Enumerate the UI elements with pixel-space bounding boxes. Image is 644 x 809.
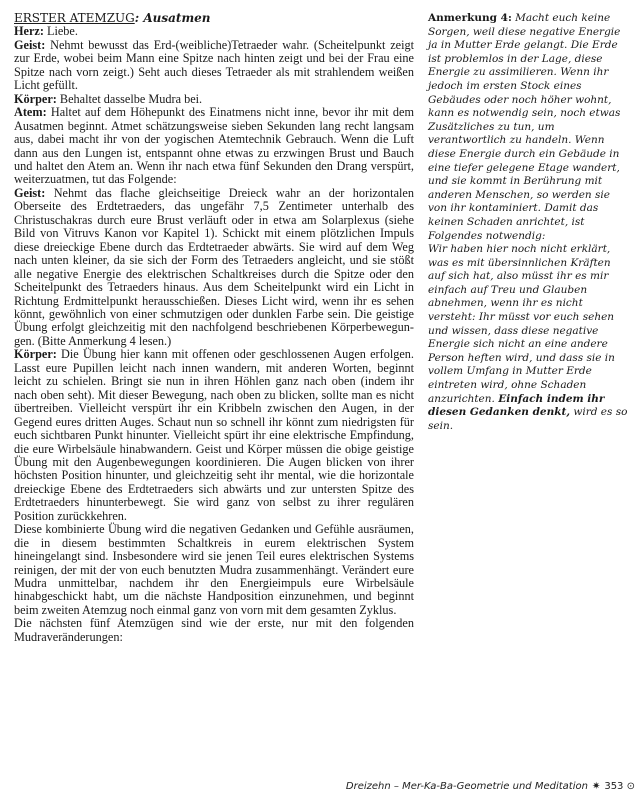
paragraph-herz <box>14 25 414 38</box>
paragraph-geist-1 <box>14 39 414 93</box>
paragraph-text: Diese kombinierte Übung wird die negativen Gedanken und Gefühle ausräumen, die in diesem bestimmten Schaltkreis in eurem elektrischen System hineingelangt sind. Insbesondere wird sie jenen Teil eures elektrischen Systems reinigen, der mit der von euch benutzten Mudra zusammenhängt. Verändert eure Mudra unmittelbar, nachdem ihr den Energieimpuls eure Wirbelsäule hinabgeschickt habt, um die nächste Handposition einzunehmen, und beginnt beim zweiten Atemzug noch einmal ganz von vorn mit dem gesamten Zyklus. <box>14 522 414 617</box>
note-text: wird es so sein. <box>428 406 628 432</box>
paragraph-koerper-1 <box>14 93 414 106</box>
paragraph-koerper-2 <box>14 348 414 523</box>
paragraph-text: Die Übung hier kann mit offenen oder geschlossenen Augen erfolgen. Lasst eure Pupillen leicht nach innen wandern, mit anderen Worten, beginnt leicht zu schielen. Bringt sie nun in ihren Höhlen ganz nach oben (indem ihr nach oben seht). Mit dieser Bewegung, nach oben zu blicken, sollte man es nicht übertreiben. Vielleicht verspürt ihr ein Kribbeln zwischen den Augen, in der Gegend eures dritten Auges. Schaut nun so schnell ihr könnt zum niedrigsten für euch sichtbaren Punkt hinunter. Vielleicht spürt ihr eine elektrische Empfindung, die eure Wirbelsäule hinabwandern. Geist und Körper müssen die obige geistige Übung mit den Augenbewegungen koordinieren. Die Augen blicken von ihrer höchsten Position hinunter, und gleichzeitig seht ihr mental, wie die horizontale dreieckige Ebene des Erdtetraeders sich abwärts und zur untersten Spitze des Erdtetraeders hinunterbewegt. Sie wird ganz von selbst zu ihrer regulären Position zurückkehren. <box>14 347 414 523</box>
paragraph-text: Liebe. <box>43 24 78 39</box>
paragraph-text: Nehmt bewusst das Erd-(weibliche)Tetraeder wahr. (Scheitelpunkt zeigt zur Erde, wobei beim Mann eine Spitze nach hinten zeigt und bei der Frau eine Spitze nach vorn zeigt.) Seht auch dieses Tetraeder als mit strahlendem weißen Licht gefüllt. <box>14 37 414 93</box>
page-number: 353 <box>604 781 624 792</box>
paragraph-text: Haltet auf dem Höhepunkt des Einatmens nicht inne, bevor ihr mit dem Ausatmen beginnt. Atmet schätzungsweise sieben Sekunden lang recht langsam aus, dabei macht ihr von der yogischen Atemtechnik Gebrauch. Wenn die Luft dann aus den Lungen ist, entspannt ohne etwas zu erzwingen Brust und Bauch und haltet den Atem an. Wenn ihr nach etwa fünf Sekunden den Drang verspürt, weiterzuatmen, tut das Folgende: <box>14 105 414 187</box>
paragraph-geist-2 <box>14 187 414 348</box>
paragraph-label: Geist: <box>14 185 46 200</box>
main-column <box>14 12 414 644</box>
note-text: Wir haben hier noch nicht erklärt, was es mit übersinnlichen Kräften auf sich hat, also müsst ihr es mir einfach auf Treu und Glauben abnehmen, wenn ihr es nicht versteht: Ihr müsst vor euch sehen und wissen, dass diese negative Energie sich nicht an eine andere Person heften wird, und dass sie in vollem Umfang in Mutter Erde eintreten wird, ohne Schaden anzurichten. <box>428 243 615 405</box>
paragraph-combined-exercise <box>14 523 414 617</box>
circle-dot-icon: ⊙ <box>626 781 635 792</box>
note-text: Macht euch keine Sorgen, weil diese negative Energie ja in Mutter Erde gelangt. Die Erde ist problemlos in der Lage, diese Energie zu assimilieren. Wenn ihr jedoch im ersten Stock eines Gebäudes oder noch höher wohnt, kann es notwendig sein, noch etwas Zusätzliches zu tun, um verantwortlich zu handeln. Wenn diese Energie durch ein Gebäude in eine tiefer gelegene Etage wandert, und sie kommt in Berührung mit anderen Menschen, so werden sie von ihr kontaminiert. Damit das keinen Schaden anrichtet, ist Folgendes notwendig: <box>428 12 621 242</box>
note-emphasis: Einfach indem ihr diesen Gedanken denkt, <box>428 392 605 419</box>
paragraph-label: Körper: <box>14 91 57 106</box>
heading-title: ERSTER ATEMZUG <box>14 11 135 25</box>
paragraph-label: Geist: <box>14 37 46 52</box>
paragraph-label: Atem: <box>14 105 47 120</box>
paragraph-text: Die nächsten fünf Atemzügen sind wie der erste, nur mit den folgenden Mudraveränderungen: <box>14 616 414 644</box>
section-heading <box>14 12 414 25</box>
star-icon: ✷ <box>591 781 601 792</box>
page-footer <box>340 781 635 792</box>
heading-subtitle: : Ausatmen <box>134 11 211 25</box>
paragraph-label: Herz: <box>14 24 44 39</box>
note-paragraph-2 <box>428 243 630 433</box>
paragraph-text: Nehmt das flache gleichseitige Dreieck wahr an der horizontalen Oberseite des Erdtetraeders, das ungefähr 7,5 Zentimeter unterhalb des Christuschakras durch eure Brust verläuft oder in etwa am Solarplexus (siehe Bild von Vitruvs Kanon vor Kapitel 1). Schickt mit einem plötzlichen Impuls diese dreieckige Ebene durch das Erdtetraeder abwärts. Sie wird auf dem Weg nach unten kleiner, da sie sich der Form des Tetraeders angleicht, und sie stößt alle negative Energie des elektrischen Schaltkreises durch die Spitze oder den Scheitelpunkt des Tetraeders hinaus. Aus dem Scheitelpunkt wird ein Licht in Richtung Erdmittelpunkt herausschießen. Dieses Licht wird, wenn ihr es sehen könnt, gewöhnlich von einer schmutzigen oder dunklen Farbe sein. Die geistige Übung erfolgt gleichzeitig mit den nachfolgend beschriebenen Körperbewegungen. (Bitte Anmerkung 4 lesen.) <box>14 185 414 348</box>
paragraph-text: Behaltet dasselbe Mudra bei. <box>56 91 203 106</box>
sidebar-note <box>428 12 630 433</box>
paragraph-label: Körper: <box>14 347 57 362</box>
note-paragraph-1 <box>428 12 630 243</box>
note-label: Anmerkung 4: <box>428 12 512 24</box>
footer-chapter-title: Dreizehn – Mer-Ka-Ba-Geometrie und Meditation <box>345 781 588 792</box>
paragraph-atem <box>14 106 414 187</box>
paragraph-next-breaths <box>14 617 414 644</box>
